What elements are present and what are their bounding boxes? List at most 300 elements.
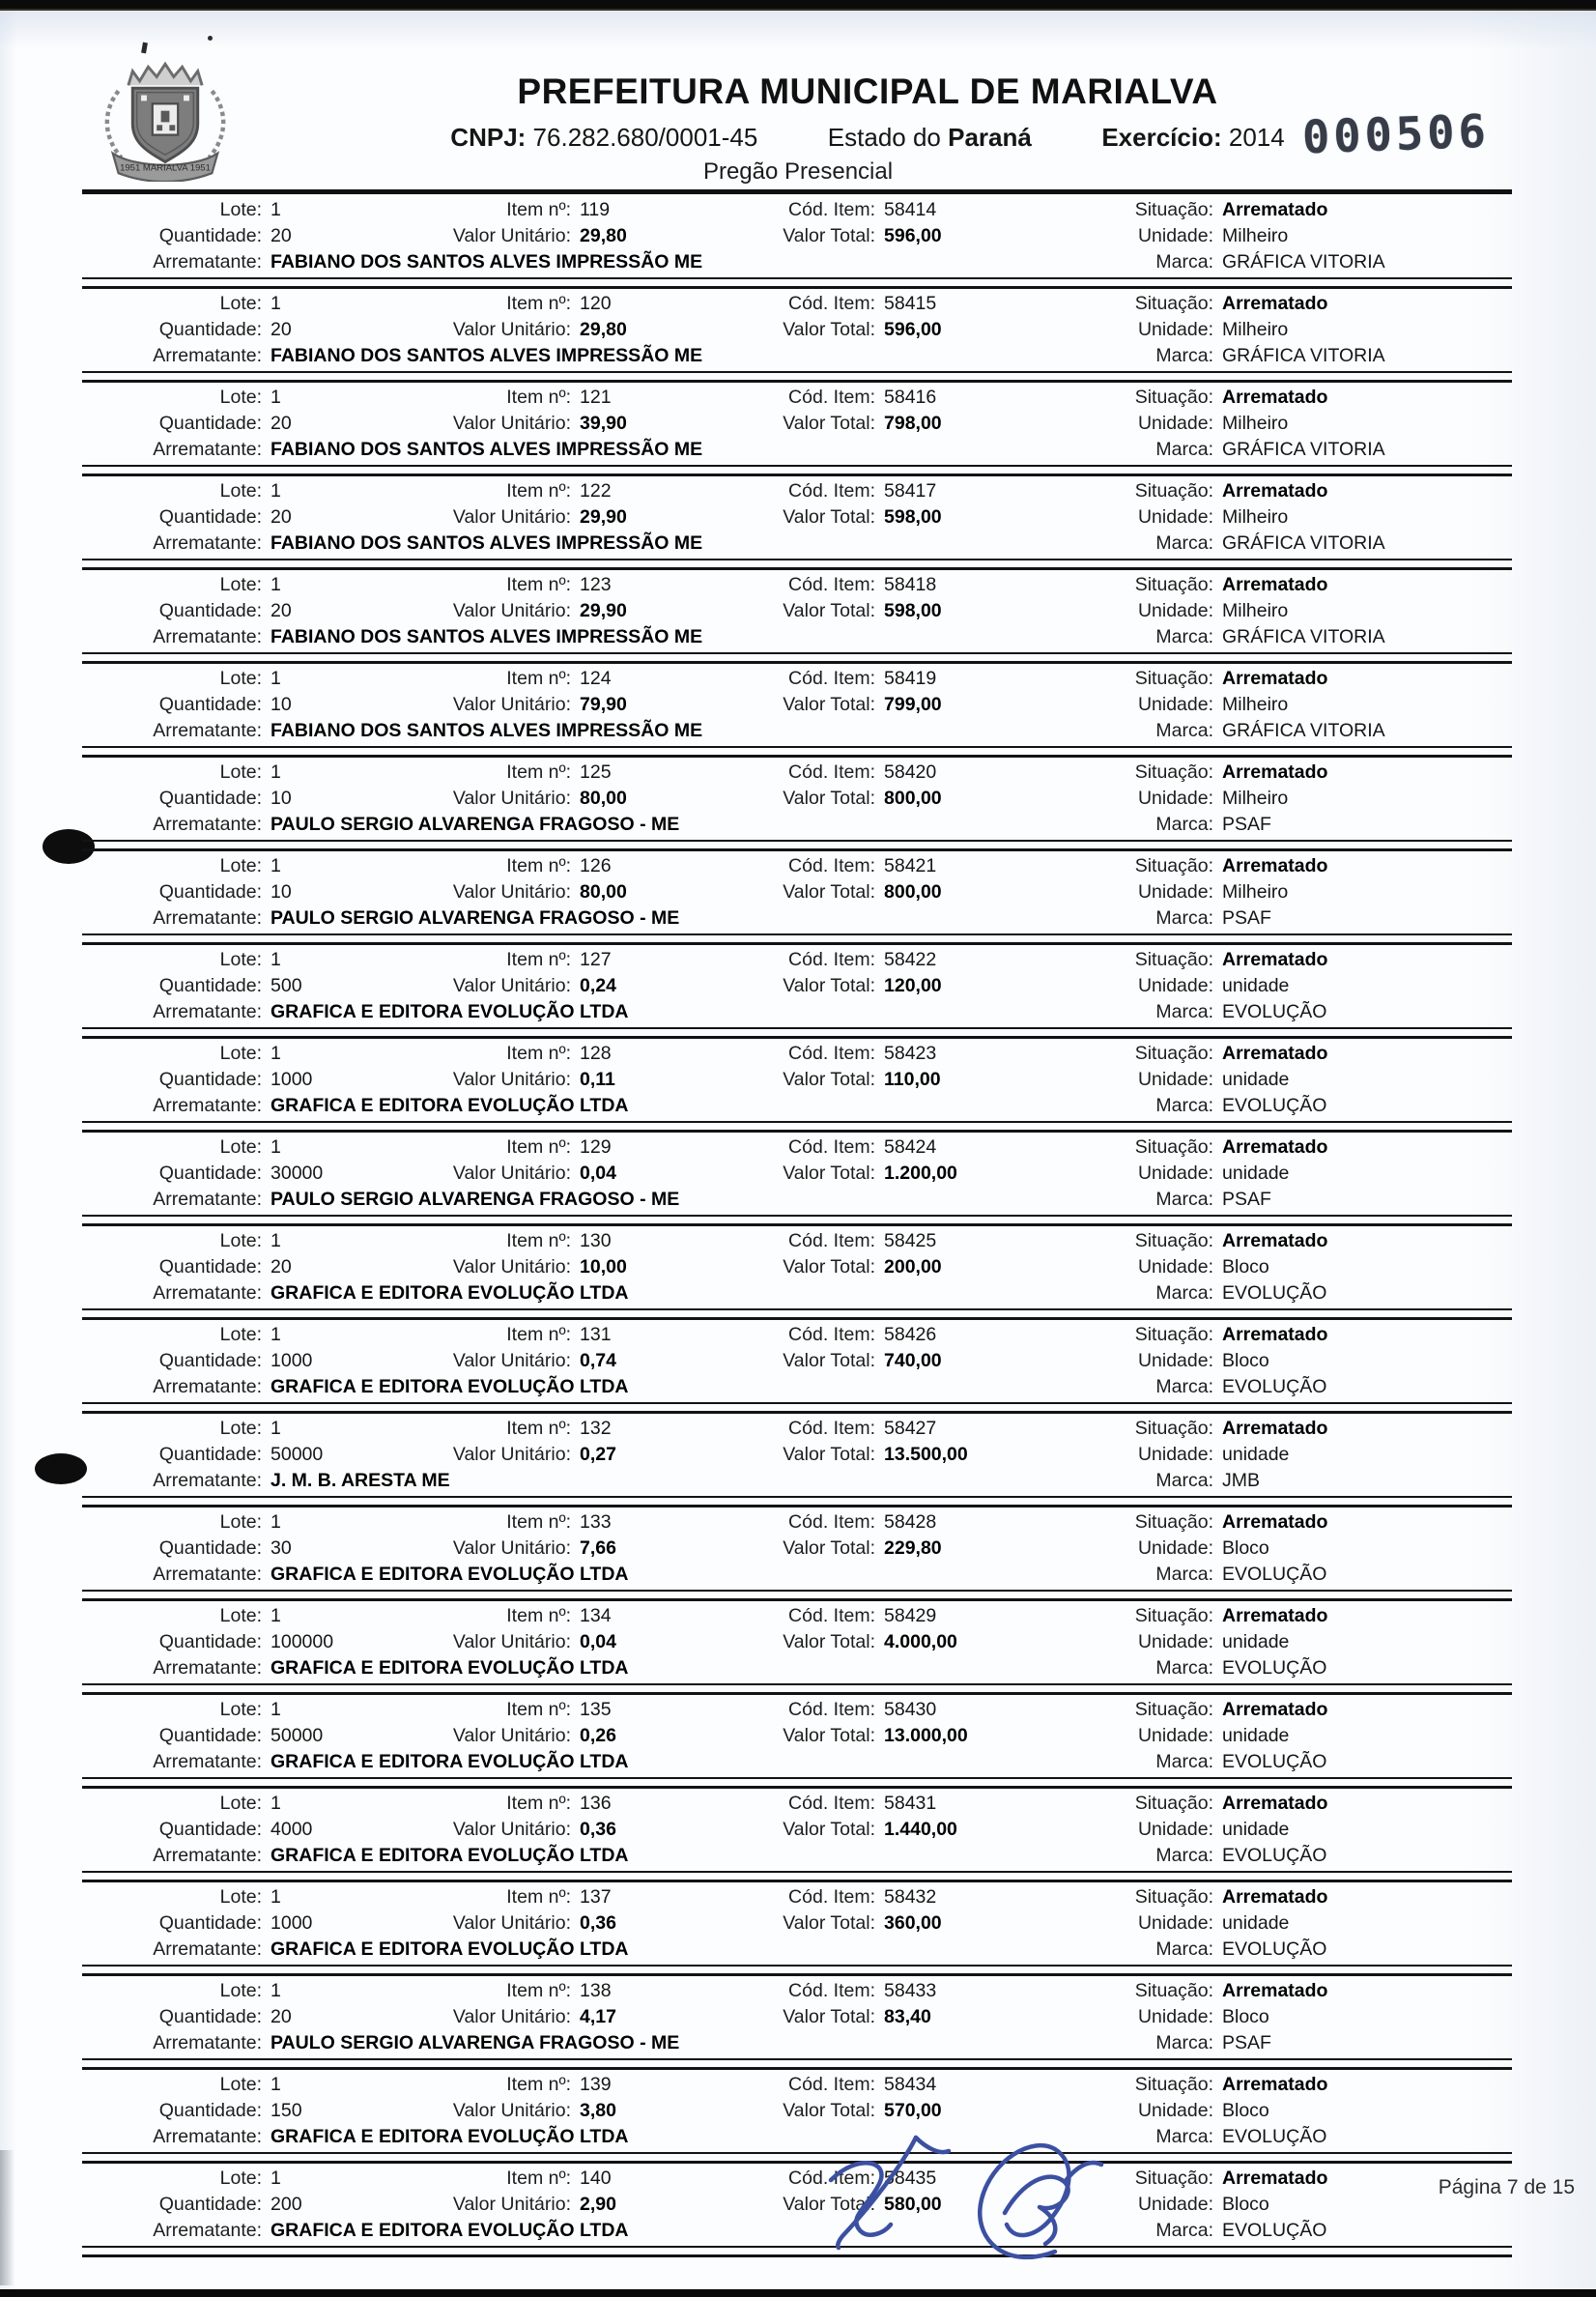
lote-label: Lote: <box>219 199 262 220</box>
record-row-3 <box>82 1655 1512 1681</box>
record-row-3 <box>82 812 1512 838</box>
lote-label: Lote: <box>219 1605 262 1626</box>
marca-label: Marca: <box>1155 1938 1213 1960</box>
marca-label: Marca: <box>1155 439 1213 460</box>
marca-value: EVOLUÇÃO <box>1222 1845 1327 1866</box>
cnpj-label: CNPJ: <box>450 123 527 152</box>
valor-total-label: Valor Total: <box>783 2006 875 2027</box>
cod-item-label: Cód. Item: <box>788 668 875 689</box>
marca-label: Marca: <box>1155 532 1213 554</box>
arrematante-value: GRAFICA E EDITORA EVOLUÇÃO LTDA <box>271 1564 629 1585</box>
quantidade-value: 50000 <box>271 1725 324 1746</box>
valor-total-value: 13.000,00 <box>884 1725 968 1746</box>
item-number-label: Item nº: <box>506 1136 571 1158</box>
scan-speck <box>141 43 148 54</box>
quantidade-label: Quantidade: <box>158 788 262 809</box>
unidade-label: Unidade: <box>1137 413 1213 434</box>
lote-value: 1 <box>271 1699 281 1720</box>
arrematante-value: GRAFICA E EDITORA EVOLUÇÃO LTDA <box>271 1001 629 1022</box>
marca-value: EVOLUÇÃO <box>1222 1938 1327 1960</box>
auction-item-record <box>82 758 1512 851</box>
cod-item-value: 58422 <box>884 949 937 970</box>
quantidade-value: 20 <box>271 2006 292 2027</box>
valor-total-value: 596,00 <box>884 319 942 340</box>
unidade-value: Milheiro <box>1222 881 1289 903</box>
unidade-value: unidade <box>1222 1444 1290 1465</box>
item-number-value: 133 <box>580 1511 612 1533</box>
record-row-3 <box>82 1937 1512 1963</box>
cod-item-value: 58420 <box>884 761 937 783</box>
marca-value: EVOLUÇÃO <box>1222 1657 1327 1679</box>
situacao-label: Situação: <box>1134 1230 1213 1251</box>
valor-unitario-label: Valor Unitário: <box>452 413 571 434</box>
arrematante-label: Arrematante: <box>153 1845 262 1866</box>
arrematante-label: Arrematante: <box>153 1564 262 1585</box>
cod-item-value: 58429 <box>884 1605 937 1626</box>
quantidade-value: 20 <box>271 1256 292 1278</box>
situacao-value: Arrematado <box>1222 1793 1328 1814</box>
hole-punch-mark <box>35 1453 87 1484</box>
record-row-2 <box>82 1067 1512 1093</box>
unidade-value: unidade <box>1222 1163 1290 1184</box>
cod-item-value: 58414 <box>884 199 937 220</box>
record-row-2 <box>82 1442 1512 1468</box>
record-row-2 <box>82 1910 1512 1937</box>
cod-item-label: Cód. Item: <box>788 574 875 595</box>
valor-unitario-label: Valor Unitário: <box>452 2194 571 2215</box>
arrematante-value: FABIANO DOS SANTOS ALVES IMPRESSÃO ME <box>271 439 703 460</box>
record-row-1 <box>82 572 1512 598</box>
marca-label: Marca: <box>1155 1376 1213 1397</box>
arrematante-label: Arrematante: <box>153 1657 262 1679</box>
quantidade-value: 500 <box>271 975 302 996</box>
valor-total-value: 200,00 <box>884 1256 942 1278</box>
lote-value: 1 <box>271 293 281 314</box>
situacao-label: Situação: <box>1134 1980 1213 2001</box>
record-row-2 <box>82 2098 1512 2124</box>
arrematante-value: GRAFICA E EDITORA EVOLUÇÃO LTDA <box>271 1845 629 1866</box>
arrematante-label: Arrematante: <box>153 1751 262 1772</box>
unidade-label: Unidade: <box>1137 1163 1213 1184</box>
valor-total-label: Valor Total: <box>783 319 875 340</box>
marca-value: PSAF <box>1222 2032 1271 2053</box>
record-row-1 <box>82 1791 1512 1817</box>
lote-label: Lote: <box>219 761 262 783</box>
unidade-value: Bloco <box>1222 2100 1269 2121</box>
situacao-label: Situação: <box>1134 1136 1213 1158</box>
valor-unitario-label: Valor Unitário: <box>452 225 571 246</box>
item-number-value: 122 <box>580 480 612 502</box>
situacao-value: Arrematado <box>1222 2168 1328 2189</box>
lote-label: Lote: <box>219 2074 262 2095</box>
quantidade-label: Quantidade: <box>158 506 262 528</box>
record-row-2 <box>82 504 1512 531</box>
record-row-2 <box>82 1817 1512 1843</box>
record-row-3 <box>82 1374 1512 1400</box>
marca-label: Marca: <box>1155 2126 1213 2147</box>
situacao-value: Arrematado <box>1222 480 1328 502</box>
unidade-label: Unidade: <box>1137 2194 1213 2215</box>
arrematante-label: Arrematante: <box>153 1282 262 1304</box>
lote-value: 1 <box>271 2074 281 2095</box>
record-row-2 <box>82 1348 1512 1374</box>
item-number-label: Item nº: <box>506 1418 571 1439</box>
item-number-label: Item nº: <box>506 480 571 502</box>
arrematante-label: Arrematante: <box>153 1189 262 1210</box>
valor-total-label: Valor Total: <box>783 1163 875 1184</box>
marca-value: GRÁFICA VITORIA <box>1222 251 1385 273</box>
cod-item-value: 58430 <box>884 1699 937 1720</box>
item-number-value: 129 <box>580 1136 612 1158</box>
record-row-1 <box>82 1134 1512 1161</box>
valor-unitario-label: Valor Unitário: <box>452 694 571 715</box>
arrematante-value: FABIANO DOS SANTOS ALVES IMPRESSÃO ME <box>271 251 703 273</box>
marca-label: Marca: <box>1155 1470 1213 1491</box>
arrematante-value: GRAFICA E EDITORA EVOLUÇÃO LTDA <box>271 2220 629 2241</box>
quantidade-value: 10 <box>271 694 292 715</box>
arrematante-label: Arrematante: <box>153 345 262 366</box>
record-row-3 <box>82 1093 1512 1119</box>
situacao-label: Situação: <box>1134 1324 1213 1345</box>
item-number-value: 138 <box>580 1980 612 2001</box>
cod-item-value: 58424 <box>884 1136 937 1158</box>
marca-label: Marca: <box>1155 2220 1213 2241</box>
auction-item-record <box>82 476 1512 570</box>
valor-unitario-value: 0,36 <box>580 1912 616 1934</box>
quantidade-value: 150 <box>271 2100 302 2121</box>
valor-unitario-label: Valor Unitário: <box>452 1631 571 1652</box>
arrematante-value: FABIANO DOS SANTOS ALVES IMPRESSÃO ME <box>271 626 703 647</box>
valor-total-label: Valor Total: <box>783 1350 875 1371</box>
marca-label: Marca: <box>1155 907 1213 929</box>
record-row-2 <box>82 2004 1512 2030</box>
arrematante-label: Arrematante: <box>153 1376 262 1397</box>
unidade-value: Bloco <box>1222 1537 1269 1559</box>
unidade-label: Unidade: <box>1137 1256 1213 1278</box>
auction-item-record <box>82 1414 1512 1507</box>
valor-total-value: 598,00 <box>884 506 942 528</box>
lote-value: 1 <box>271 1980 281 2001</box>
valor-unitario-value: 0,26 <box>580 1725 616 1746</box>
arrematante-value: GRAFICA E EDITORA EVOLUÇÃO LTDA <box>271 1938 629 1960</box>
quantidade-label: Quantidade: <box>158 975 262 996</box>
record-separator-rule <box>82 1402 1512 1414</box>
lote-value: 1 <box>271 1886 281 1908</box>
item-number-value: 127 <box>580 949 612 970</box>
valor-unitario-value: 0,11 <box>580 1069 615 1090</box>
cod-item-label: Cód. Item: <box>788 1136 875 1158</box>
unidade-label: Unidade: <box>1137 1069 1213 1090</box>
unidade-label: Unidade: <box>1137 1819 1213 1840</box>
arrematante-value: FABIANO DOS SANTOS ALVES IMPRESSÃO ME <box>271 720 703 741</box>
lote-label: Lote: <box>219 1418 262 1439</box>
auction-item-record <box>82 945 1512 1039</box>
marca-value: EVOLUÇÃO <box>1222 1282 1327 1304</box>
marca-label: Marca: <box>1155 345 1213 366</box>
lote-value: 1 <box>271 855 281 876</box>
record-row-2 <box>82 786 1512 812</box>
cod-item-label: Cód. Item: <box>788 1511 875 1533</box>
cod-item-value: 58416 <box>884 387 937 408</box>
record-row-1 <box>82 666 1512 692</box>
auction-item-record <box>82 1789 1512 1882</box>
valor-total-value: 229,80 <box>884 1537 942 1559</box>
valor-unitario-label: Valor Unitário: <box>452 600 571 621</box>
valor-unitario-value: 0,74 <box>580 1350 616 1371</box>
record-row-3 <box>82 2124 1512 2150</box>
record-row-1 <box>82 478 1512 504</box>
marca-label: Marca: <box>1155 1189 1213 1210</box>
marca-value: GRÁFICA VITORIA <box>1222 720 1385 741</box>
record-row-3 <box>82 1280 1512 1306</box>
quantidade-value: 10 <box>271 881 292 903</box>
arrematante-value: GRAFICA E EDITORA EVOLUÇÃO LTDA <box>271 2126 629 2147</box>
valor-unitario-label: Valor Unitário: <box>452 1537 571 1559</box>
record-row-1 <box>82 1603 1512 1629</box>
unidade-label: Unidade: <box>1137 1725 1213 1746</box>
record-row-3 <box>82 905 1512 932</box>
record-separator-rule <box>82 559 1512 570</box>
marca-label: Marca: <box>1155 1001 1213 1022</box>
unidade-label: Unidade: <box>1137 881 1213 903</box>
quantidade-label: Quantidade: <box>158 1912 262 1934</box>
record-separator-rule <box>82 2152 1512 2164</box>
lote-value: 1 <box>271 949 281 970</box>
lote-label: Lote: <box>219 1511 262 1533</box>
unidade-value: unidade <box>1222 1912 1290 1934</box>
lote-label: Lote: <box>219 1230 262 1251</box>
unidade-label: Unidade: <box>1137 1631 1213 1652</box>
valor-total-label: Valor Total: <box>783 881 875 903</box>
table-top-rule <box>82 189 1512 194</box>
auction-item-record <box>82 1601 1512 1695</box>
lote-label: Lote: <box>219 1980 262 2001</box>
valor-unitario-value: 0,04 <box>580 1631 616 1652</box>
unidade-label: Unidade: <box>1137 319 1213 340</box>
auction-item-record <box>82 1882 1512 1976</box>
scan-smudge <box>0 2150 14 2285</box>
situacao-value: Arrematado <box>1222 1605 1328 1626</box>
valor-unitario-value: 2,90 <box>580 2194 616 2215</box>
estado-prefix: Estado do <box>827 123 941 152</box>
valor-total-value: 1.440,00 <box>884 1819 957 1840</box>
cod-item-value: 58417 <box>884 480 937 502</box>
quantidade-label: Quantidade: <box>158 2100 262 2121</box>
valor-total-value: 120,00 <box>884 975 942 996</box>
valor-total-label: Valor Total: <box>783 1819 875 1840</box>
record-row-3 <box>82 531 1512 557</box>
marca-value: PSAF <box>1222 907 1271 929</box>
unidade-value: Bloco <box>1222 1256 1269 1278</box>
quantidade-value: 20 <box>271 600 292 621</box>
valor-total-label: Valor Total: <box>783 1256 875 1278</box>
situacao-label: Situação: <box>1134 1418 1213 1439</box>
valor-unitario-label: Valor Unitário: <box>452 1350 571 1371</box>
arrematante-label: Arrematante: <box>153 1095 262 1116</box>
auction-item-record <box>82 2070 1512 2164</box>
record-separator-rule <box>82 2058 1512 2070</box>
item-number-label: Item nº: <box>506 2168 571 2189</box>
lote-label: Lote: <box>219 1324 262 1345</box>
auction-item-record <box>82 1133 1512 1226</box>
auction-item-record <box>82 1039 1512 1133</box>
situacao-value: Arrematado <box>1222 1699 1328 1720</box>
cod-item-label: Cód. Item: <box>788 1605 875 1626</box>
cod-item-value: 58434 <box>884 2074 937 2095</box>
lote-value: 1 <box>271 1230 281 1251</box>
valor-total-label: Valor Total: <box>783 413 875 434</box>
valor-total-label: Valor Total: <box>783 600 875 621</box>
situacao-value: Arrematado <box>1222 1980 1328 2001</box>
cod-item-value: 58425 <box>884 1230 937 1251</box>
quantidade-value: 20 <box>271 506 292 528</box>
item-number-label: Item nº: <box>506 949 571 970</box>
record-separator-rule <box>82 1683 1512 1695</box>
record-row-3 <box>82 624 1512 650</box>
document-subtitle: Pregão Presencial <box>702 158 894 185</box>
marca-label: Marca: <box>1155 1095 1213 1116</box>
item-number-label: Item nº: <box>506 1230 571 1251</box>
situacao-label: Situação: <box>1134 480 1213 502</box>
quantidade-value: 20 <box>271 225 292 246</box>
arrematante-label: Arrematante: <box>153 907 262 929</box>
unidade-value: unidade <box>1222 1631 1290 1652</box>
valor-unitario-label: Valor Unitário: <box>452 881 571 903</box>
valor-unitario-label: Valor Unitário: <box>452 1256 571 1278</box>
valor-unitario-value: 0,36 <box>580 1819 616 1840</box>
quantidade-label: Quantidade: <box>158 1163 262 1184</box>
cod-item-value: 58428 <box>884 1511 937 1533</box>
record-row-3 <box>82 1562 1512 1588</box>
record-separator-rule <box>82 1215 1512 1226</box>
valor-total-label: Valor Total: <box>783 2194 875 2215</box>
valor-total-label: Valor Total: <box>783 1631 875 1652</box>
lote-label: Lote: <box>219 855 262 876</box>
cod-item-value: 58433 <box>884 1980 937 2001</box>
cod-item-label: Cód. Item: <box>788 480 875 502</box>
cod-item-label: Cód. Item: <box>788 1418 875 1439</box>
quantidade-value: 100000 <box>271 1631 334 1652</box>
record-row-1 <box>82 1509 1512 1536</box>
item-number-value: 120 <box>580 293 612 314</box>
valor-unitario-label: Valor Unitário: <box>452 2100 571 2121</box>
cod-item-label: Cód. Item: <box>788 199 875 220</box>
quantidade-label: Quantidade: <box>158 1725 262 1746</box>
situacao-value: Arrematado <box>1222 1418 1328 1439</box>
quantidade-label: Quantidade: <box>158 319 262 340</box>
record-separator-rule <box>82 465 1512 476</box>
cod-item-value: 58431 <box>884 1793 937 1814</box>
situacao-value: Arrematado <box>1222 293 1328 314</box>
page-number: Página 7 de 15 <box>1438 2176 1575 2198</box>
arrematante-label: Arrematante: <box>153 439 262 460</box>
item-number-label: Item nº: <box>506 1886 571 1908</box>
auction-item-record <box>82 289 1512 383</box>
quantidade-value: 20 <box>271 319 292 340</box>
arrematante-value: GRAFICA E EDITORA EVOLUÇÃO LTDA <box>271 1095 629 1116</box>
cod-item-value: 58426 <box>884 1324 937 1345</box>
valor-unitario-value: 79,90 <box>580 694 627 715</box>
marca-value: EVOLUÇÃO <box>1222 1376 1327 1397</box>
item-number-value: 131 <box>580 1324 612 1345</box>
lote-label: Lote: <box>219 1699 262 1720</box>
valor-total-value: 798,00 <box>884 413 942 434</box>
unidade-label: Unidade: <box>1137 1912 1213 1934</box>
record-row-1 <box>82 1322 1512 1348</box>
lote-value: 1 <box>271 199 281 220</box>
valor-unitario-label: Valor Unitário: <box>452 1069 571 1090</box>
valor-unitario-value: 80,00 <box>580 788 627 809</box>
signature-ink <box>802 2124 1130 2274</box>
record-separator-rule <box>82 1965 1512 1976</box>
record-row-2 <box>82 598 1512 624</box>
unidade-label: Unidade: <box>1137 1537 1213 1559</box>
arrematante-label: Arrematante: <box>153 1001 262 1022</box>
item-number-label: Item nº: <box>506 855 571 876</box>
situacao-value: Arrematado <box>1222 2074 1328 2095</box>
record-row-1 <box>82 385 1512 411</box>
lote-value: 1 <box>271 1605 281 1626</box>
marca-value: EVOLUÇÃO <box>1222 2126 1327 2147</box>
record-separator-rule <box>82 746 1512 758</box>
lote-value: 1 <box>271 480 281 502</box>
quantidade-label: Quantidade: <box>158 413 262 434</box>
cod-item-label: Cód. Item: <box>788 2168 875 2189</box>
arrematante-value: GRAFICA E EDITORA EVOLUÇÃO LTDA <box>271 1751 629 1772</box>
item-number-value: 134 <box>580 1605 612 1626</box>
arrematante-value: PAULO SERGIO ALVARENGA FRAGOSO - ME <box>271 814 680 835</box>
cod-item-label: Cód. Item: <box>788 1699 875 1720</box>
cod-item-value: 58423 <box>884 1043 937 1064</box>
arrematante-value: PAULO SERGIO ALVARENGA FRAGOSO - ME <box>271 907 680 929</box>
marca-label: Marca: <box>1155 1564 1213 1585</box>
valor-unitario-value: 29,90 <box>580 600 627 621</box>
unidade-value: unidade <box>1222 1069 1290 1090</box>
item-number-value: 126 <box>580 855 612 876</box>
record-separator-rule <box>82 371 1512 383</box>
situacao-label: Situação: <box>1134 949 1213 970</box>
item-number-value: 135 <box>580 1699 612 1720</box>
marca-value: GRÁFICA VITORIA <box>1222 626 1385 647</box>
unidade-value: Milheiro <box>1222 413 1289 434</box>
item-number-label: Item nº: <box>506 293 571 314</box>
marca-label: Marca: <box>1155 251 1213 273</box>
situacao-label: Situação: <box>1134 2074 1213 2095</box>
record-row-1 <box>82 2166 1512 2192</box>
valor-unitario-label: Valor Unitário: <box>452 788 571 809</box>
valor-total-label: Valor Total: <box>783 975 875 996</box>
situacao-value: Arrematado <box>1222 387 1328 408</box>
arrematante-label: Arrematante: <box>153 1938 262 1960</box>
lote-label: Lote: <box>219 293 262 314</box>
valor-total-label: Valor Total: <box>783 506 875 528</box>
arrematante-value: GRAFICA E EDITORA EVOLUÇÃO LTDA <box>271 1376 629 1397</box>
marca-label: Marca: <box>1155 1657 1213 1679</box>
item-number-label: Item nº: <box>506 1324 571 1345</box>
cod-item-label: Cód. Item: <box>788 1793 875 1814</box>
arrematante-label: Arrematante: <box>153 626 262 647</box>
marca-label: Marca: <box>1155 720 1213 741</box>
unidade-label: Unidade: <box>1137 975 1213 996</box>
record-separator-rule <box>82 1777 1512 1789</box>
unidade-value: Milheiro <box>1222 694 1289 715</box>
unidade-value: unidade <box>1222 1819 1290 1840</box>
cod-item-label: Cód. Item: <box>788 949 875 970</box>
record-separator-rule <box>82 1590 1512 1601</box>
record-row-2 <box>82 1723 1512 1749</box>
quantidade-value: 4000 <box>271 1819 313 1840</box>
cod-item-label: Cód. Item: <box>788 1043 875 1064</box>
